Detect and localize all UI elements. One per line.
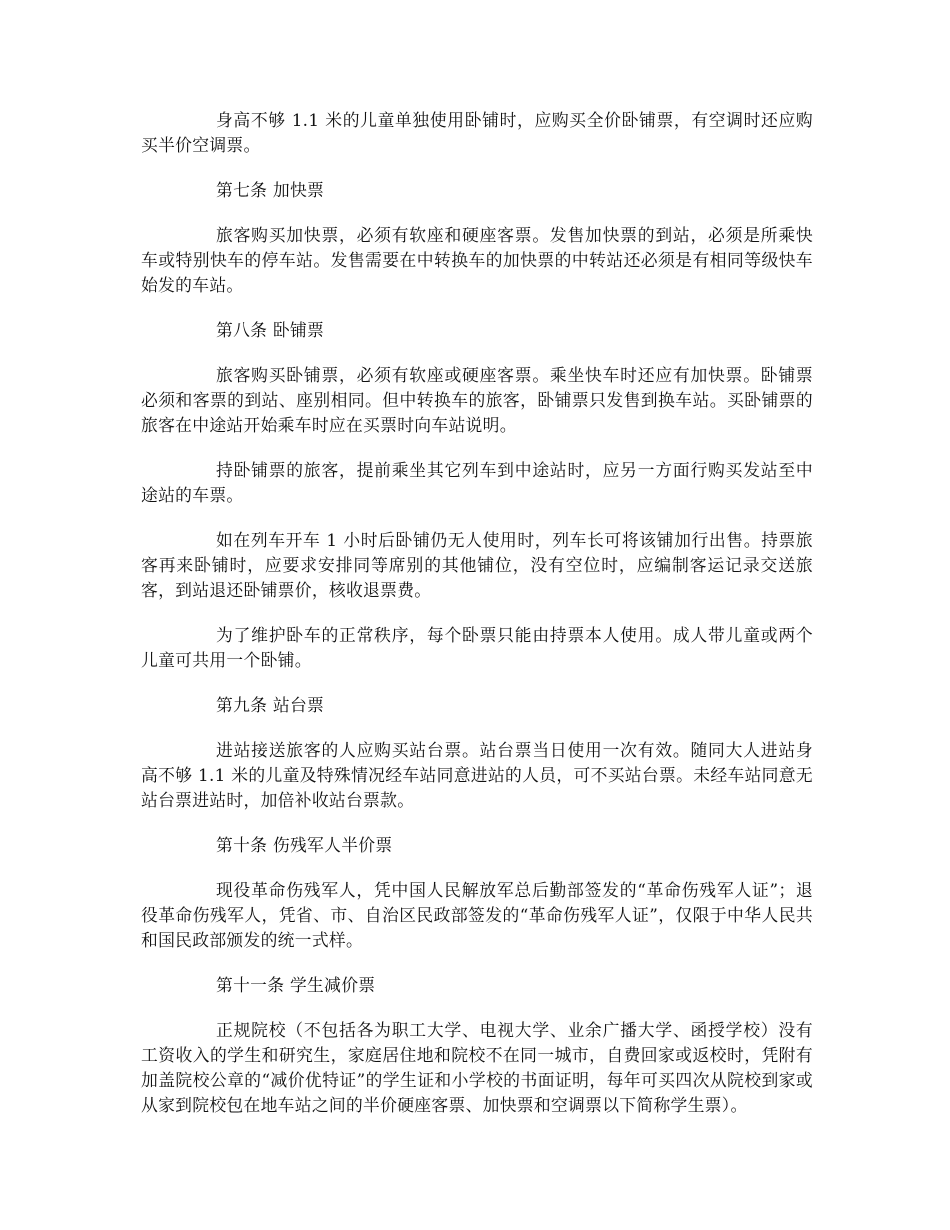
heading-article-7: 第七条 加快票 — [216, 180, 325, 200]
paragraph-express-ticket: 旅客购买加快票，必须有软座和硬座客票。发售加快票的到站，必须是所乘快车或特别快车的停车站。发售需要在中转换车的加快票的中转站还必须是有相同等级快车始发的车站。 — [141, 225, 813, 295]
heading-article-10: 第十条 伤残军人半价票 — [216, 835, 393, 855]
paragraph-student-ticket: 正规院校（不包括各为职工大学、电视大学、业余广播大学、函授学校）没有工资收入的学生和研究生，家庭居住地和院校不在同一城市，自费回家或返校时，凭附有加盖院校公章的“减价优特证”的学生证和小学校的书面证明，每年可买四次从院校到家或从家到院校包在地车站之间的半价硬座客票、加快票和空调票以下简称学生票）。 — [141, 1020, 813, 1115]
paragraph-sleeper-purchase: 旅客购买卧铺票，必须有软座或硬座客票。乘坐快车时还应有加快票。卧铺票必须和客票的到站、座别相同。但中转换车的旅客，卧铺票只发售到换车站。买卧铺票的旅客在中途站开始乘车时应在买票时向车站说明。 — [141, 365, 813, 435]
document-page — [141, 108, 813, 1138]
paragraph-sleeper-early-travel: 持卧铺票的旅客，提前乘坐其它列车到中途站时，应另一方面行购买发站至中途站的车票。 — [141, 460, 813, 505]
paragraph-child-sleeper-fare: 身高不够 1.1 米的儿童单独使用卧铺时，应购买全价卧铺票，有空调时还应购买半价空调票。 — [141, 110, 813, 155]
paragraph-platform-ticket: 进站接送旅客的人应购买站台票。站台票当日使用一次有效。随同大人进站身高不够 1.1 米的儿童及特殊情况经车站同意进站的人员，可不买站台票。未经车站同意无站台票进站时，加倍补收站台票款。 — [141, 740, 813, 810]
paragraph-sleeper-resale: 如在列车开车 1 小时后卧铺仍无人使用时，列车长可将该铺加行出售。持票旅客再来卧铺时，应要求安排同等席别的其他铺位，没有空位时，应编制客运记录交送旅客，到站退还卧铺票价，核收退票费。 — [141, 530, 813, 600]
heading-article-8: 第八条 卧铺票 — [216, 320, 325, 340]
heading-article-9: 第九条 站台票 — [216, 695, 325, 715]
paragraph-sleeper-order: 为了维护卧车的正常秩序，每个卧票只能由持票本人使用。成人带儿童或两个儿童可共用一个卧铺。 — [141, 625, 813, 670]
heading-article-11: 第十一条 学生减价票 — [216, 975, 376, 995]
paragraph-disabled-veteran: 现役革命伤残军人，凭中国人民解放军总后勤部签发的“革命伤残军人证”；退役革命伤残军人，凭省、市、自治区民政部签发的“革命伤残军人证”，仅限于中华人民共和国民政部颁发的统一式样。 — [141, 880, 813, 950]
